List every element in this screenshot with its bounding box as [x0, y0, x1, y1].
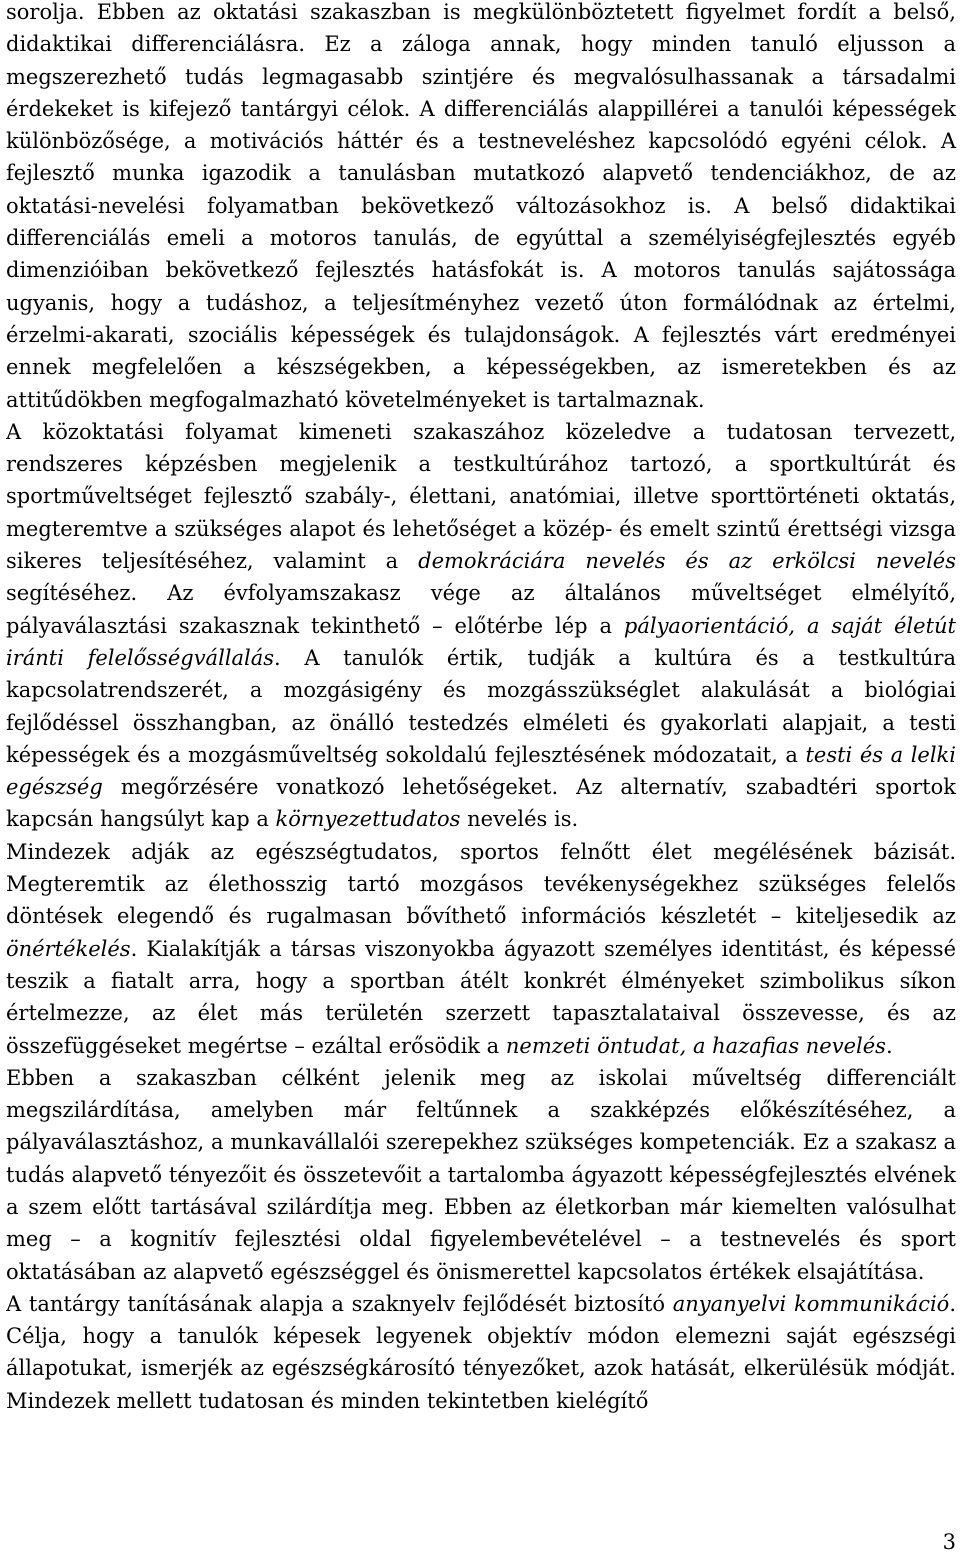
paragraph-text: . Kialakítják a társas viszonyokba ágyazott személyes identitást, és képessé teszik a fiatalt arra, hogy a sportban átélt konkrét élményeket szimbolikus síkon értelmezze, az élet más területén szerzett tapasztalataival összevesse, és az összefüggéseket megértse – ezáltal erősödik a [6, 936, 956, 1058]
document-page [6, 0, 956, 1417]
italic-phrase: demokráciára nevelés és az erkölcsi nevelés [418, 549, 956, 574]
italic-phrase: önértékelés [6, 936, 131, 961]
paragraph-text: nevelés is. [460, 807, 579, 832]
paragraph-text: segítéséhez. Az évfolyamszakasz vége az általános műveltséget elmélyítő, pályaválasztási szakasznak tekinthető – előtérbe lép a [6, 581, 956, 638]
paragraph [6, 836, 956, 1062]
paragraph-text: . [885, 1033, 893, 1058]
paragraph-text: Ebben a szakaszban célként jelenik meg az iskolai műveltség differenciált megszilárdítása, amelyben már feltűnnek a szakképzés előkészítéséhez, a pályaválasztáshoz, a munkavállalói szerepekhez szükséges kompetenciák. Ez a szakasz a tudás alapvető tényezőit és összetevőit a tartalomba ágyazott képességfejlesztés elvének a szem előtt tartásával szilárdítja meg. Ebben az életkorban már kiemelten valósulhat meg – a kognitív fejlesztési oldal figyelembevételével – a testnevelés és sport oktatásában az alapvető egészséggel és önismerettel kapcsolatos értékek elsajátítása. [6, 1065, 956, 1284]
paragraph-text: A tantárgy tanításának alapja a szaknyelv fejlődését biztosító [6, 1291, 673, 1316]
paragraph-text: sorolja. Ebben az oktatási szakaszban is megkülönböztetett figyelmet fordít a belső, didaktikai differenciálásra. Ez a záloga annak, hogy minden tanuló eljusson a megszerezhető tudás legmagasabb szintjére és megvalósulhassanak a társadalmi érdekeket is kifejező tantárgyi célok. A differenciálás alappillérei a tanulói képességek különbözősége, a motivációs háttér és a testneveléshez kapcsolódó egyéni célok. A fejlesztő munka igazodik a tanulásban mutatkozó alapvető tendenciákhoz, de az oktatási-nevelési folyamatban bekövetkező változásokhoz is. A belső didaktikai differenciálás emeli a motoros tanulás, de egyúttal a személyiségfejlesztés egyéb dimenzióiban bekövetkező fejlesztés hatásfokát is. A motoros tanulás sajátossága ugyanis, hogy a tudáshoz, a teljesítményhez vezető úton formálódnak az értelmi, érzelmi-akarati, szociális képességek és tulajdonságok. A fejlesztés várt eredményei ennek megfelelően a készségekben, a képességekben, az ismeretekben és az attitűdökben megfogalmazható követelményeket is tartalmaznak. [6, 0, 956, 412]
italic-phrase: környezettudatos [275, 807, 461, 832]
page-number: 3 [942, 1530, 956, 1554]
italic-phrase: testi és a lelki egészség [6, 742, 957, 800]
paragraph-text: megőrzésére vonatkozó lehetőségeket. Az alternatív, szabadtéri sportok kapcsán hangsúlyt kap a [6, 775, 956, 832]
paragraph [6, 0, 956, 416]
paragraph-text: Mindezek adják az egészségtudatos, sportos felnőtt élet megélésének bázisát. Megteremtik az élethosszig tartó mozgásos tevékenységekhez szükséges felelős döntések elegendő és rugalmasan bővíthető információs készletét – kiteljesedik az [6, 839, 956, 929]
italic-phrase: nemzeti öntudat, a hazafias nevelés [505, 1033, 886, 1058]
paragraph [6, 416, 956, 836]
paragraph [6, 1062, 956, 1288]
paragraph-text: . Célja, hogy a tanulók képesek legyenek objektív módon elemezni saját egészségi állapotukat, ismerjék az egészségkárosító tényezőket, azok hatását, elkerülésük módját. Mindezek mellett tudatosan és minden tekintetben kielégítő [6, 1291, 957, 1413]
italic-phrase: pályaorientáció, a saját életút iránti felelősségvállalás [6, 613, 956, 670]
paragraph-text: A közoktatási folyamat kimeneti szakaszához közeledve a tudatosan tervezett, rendszeres képzésben megjelenik a testkultúrához tartozó, a sportkultúrát és sportműveltséget fejlesztő szabály-, élettani, anatómiai, illetve sporttörténeti oktatás, megteremtve a szükséges alapot és lehetőséget a közép- és emelt szintű érettségi vizsga sikeres teljesítéséhez, valamint a [6, 419, 956, 574]
paragraph [6, 1288, 956, 1417]
italic-phrase: anyanyelvi kommunikáció [672, 1291, 950, 1316]
paragraph-text: . A tanulók értik, tudják a kultúra és a testkultúra kapcsolatrendszerét, a mozgásigény és mozgásszükséglet alakulását a biológiai fejlődéssel összhangban, az önálló testedzés elméleti és gyakorlati alapjait, a testi képességek és a mozgásműveltség sokoldalú fejlesztésének módozatait, a [6, 645, 956, 767]
